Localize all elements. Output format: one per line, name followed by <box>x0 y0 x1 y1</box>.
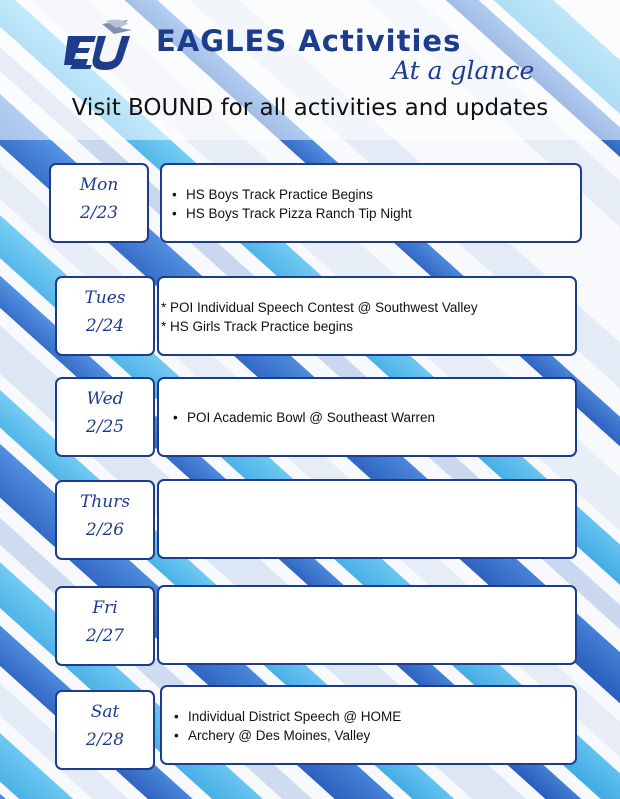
day-box-wed <box>55 377 155 457</box>
day-box-tues <box>55 276 155 356</box>
page-subtitle: At a glance <box>392 56 535 85</box>
day-date: 2/27 <box>85 626 125 646</box>
activity-item: • Archery @ Des Moines, Valley <box>174 726 575 745</box>
day-name: Wed <box>86 389 124 409</box>
day-date: 2/28 <box>85 730 125 750</box>
day-name: Sat <box>90 702 120 722</box>
day-date: 2/25 <box>85 417 125 437</box>
day-box-mon <box>49 163 149 243</box>
activity-box-mon <box>160 163 582 243</box>
day-name: Thurs <box>79 492 131 512</box>
activity-list <box>174 707 575 745</box>
day-name: Mon <box>79 175 119 195</box>
activity-list <box>172 185 580 223</box>
activity-list <box>161 298 575 336</box>
day-box-fri <box>55 586 155 666</box>
activity-box-thurs <box>157 479 577 559</box>
activity-box-fri <box>157 585 577 665</box>
activity-item: • HS Boys Track Pizza Ranch Tip Night <box>172 204 580 223</box>
activity-box-wed <box>157 377 577 457</box>
activity-box-sat <box>160 685 577 765</box>
activity-list <box>173 408 575 427</box>
day-name: Tues <box>84 288 126 308</box>
day-date: 2/23 <box>79 203 119 223</box>
day-date: 2/24 <box>85 316 125 336</box>
page-title: EAGLES Activities <box>156 24 462 58</box>
activity-item: * HS Girls Track Practice begins <box>161 319 354 334</box>
day-box-thurs <box>55 480 155 560</box>
activity-item: • POI Academic Bowl @ Southeast Warren <box>173 408 575 427</box>
day-date: 2/26 <box>85 520 125 540</box>
day-box-sat <box>55 690 155 770</box>
activity-item: • Individual District Speech @ HOME <box>174 707 575 726</box>
eagles-logo <box>62 18 134 78</box>
activity-item: * POI Individual Speech Contest @ Southwest Valley <box>161 300 478 315</box>
tagline: Visit BOUND for all activities and updates <box>71 95 549 121</box>
activity-box-tues <box>157 276 577 356</box>
day-name: Fri <box>92 598 118 618</box>
activity-item: • HS Boys Track Practice Begins <box>172 185 580 204</box>
